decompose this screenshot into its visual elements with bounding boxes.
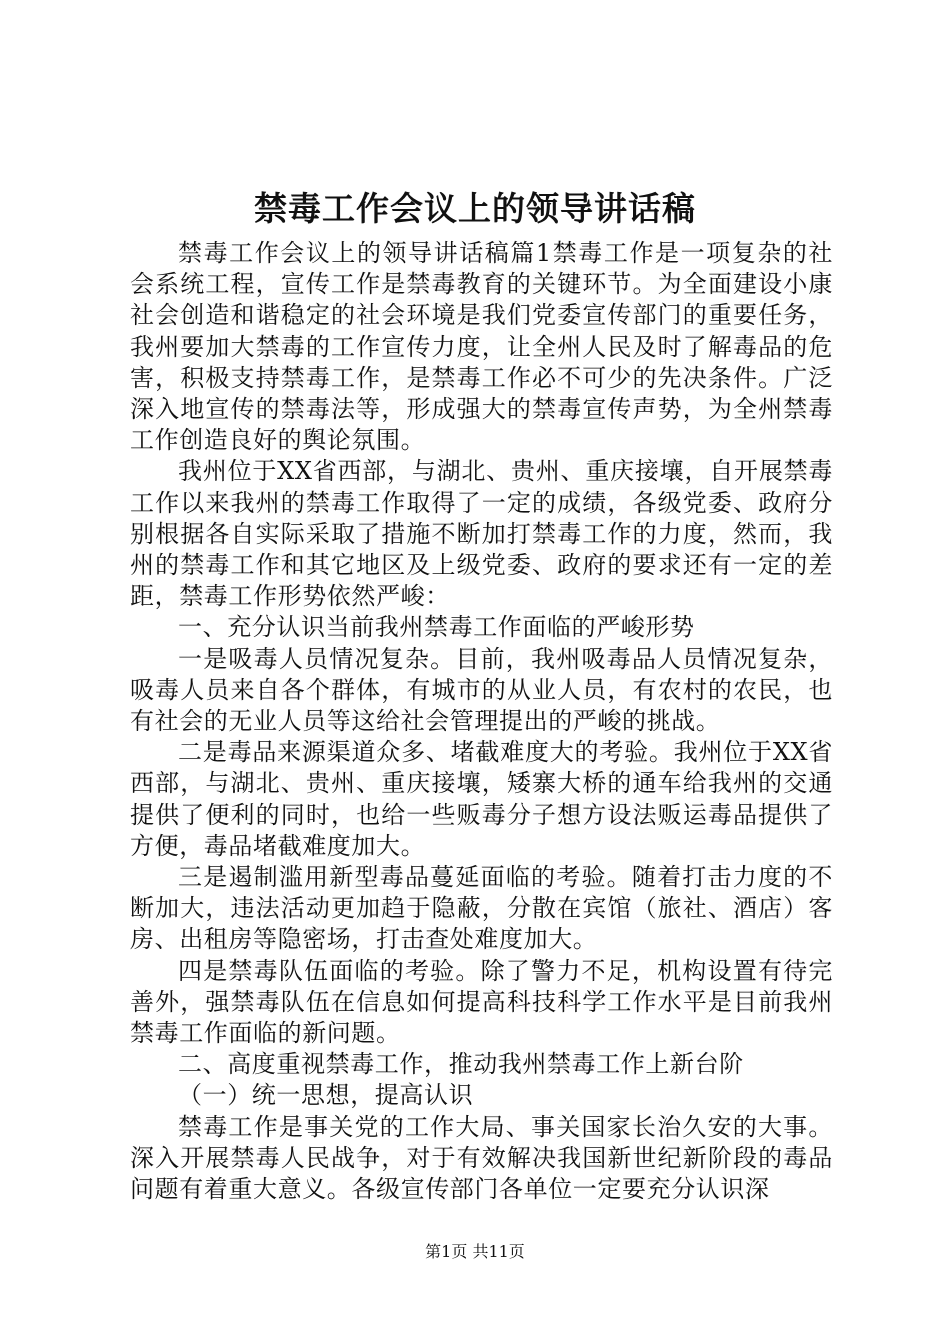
paragraph-6: 四是禁毒队伍面临的考验。除了警力不足，机构设置有待完善外，强禁毒队伍在信息如何提高科技科学工作水平是目前我州禁毒工作面临的新问题。 — [130, 956, 833, 1048]
paragraph-3: 一是吸毒人员情况复杂。目前，我州吸毒品人员情况复杂，吸毒人员来自各个群体，有城市的从业人员，有农村的农民，也有社会的无业人员等这给社会管理提出的严峻的挑战。 — [130, 644, 833, 736]
page-number: 第1页 共11页 — [425, 1242, 525, 1261]
subsection-heading-1: （一）统一思想，提高认识 — [178, 1081, 474, 1110]
document-body — [130, 238, 833, 1205]
document-title: 禁毒工作会议上的领导讲话稿 — [254, 189, 696, 228]
paragraph-5: 三是遏制滥用新型毒品蔓延面临的考验。随着打击力度的不断加大，违法活动更加趋于隐蔽，分散在宾馆（旅社、酒店）客房、出租房等隐密场，打击查处难度加大。 — [130, 863, 833, 954]
section-heading-2: 二、高度重视禁毒工作，推动我州禁毒工作上新台阶 — [178, 1050, 744, 1079]
paragraph-7: 禁毒工作是事关党的工作大局、事关国家长治久安的大事。深入开展禁毒人民战争，对于有效解决我国新世纪新阶段的毒品问题有着重大意义。各级宣传部门各单位一定要充分认识深 — [130, 1112, 833, 1204]
section-heading-1: 一、充分认识当前我州禁毒工作面临的严峻形势 — [178, 613, 695, 642]
paragraph-2: 我州位于XX省西部，与湖北、贵州、重庆接壤，自开展禁毒工作以来我州的禁毒工作取得了一定的成绩，各级党委、政府分别根据各自实际采取了措施不断加打禁毒工作的力度，然而，我州的禁毒工作和其它地区及上级党委、政府的要求还有一定的差距，禁毒工作形势依然严峻： — [130, 457, 833, 611]
paragraph-1: 禁毒工作会议上的领导讲话稿篇1禁毒工作是一项复杂的社会系统工程，宣传工作是禁毒教育的关键环节。为全面建设小康社会创造和谐稳定的社会环境是我们党委宣传部门的重要任务，我州要加大禁毒的工作宣传力度，让全州人民及时了解毒品的危害，积极支持禁毒工作，是禁毒工作必不可少的先决条件。广泛深入地宣传的禁毒法等，形成强大的禁毒宣传声势，为全州禁毒工作创造良好的舆论氛围。 — [130, 239, 833, 455]
paragraph-4: 二是毒品来源渠道众多、堵截难度大的考验。我州位于XX省西部，与湖北、贵州、重庆接壤，矮寨大桥的通车给我州的交通提供了便利的同时，也给一些贩毒分子想方设法贩运毒品提供了方便，毒品堵截难度加大。 — [130, 738, 833, 860]
